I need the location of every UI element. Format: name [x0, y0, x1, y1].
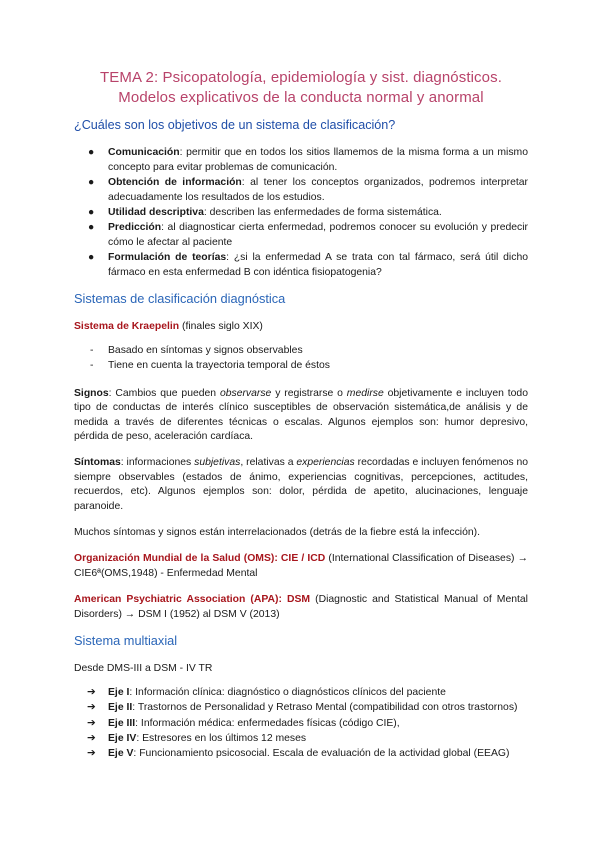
multiaxial-intro: Desde DMS-III a DSM - IV TR [74, 663, 213, 675]
objective-text: : al diagnosticar cierta enfermedad, podremos conocer su evolución y predecir cómo le afectar al paciente [108, 222, 528, 248]
axes-list [74, 686, 528, 762]
section-heading-multiaxial: Sistema multiaxial [74, 632, 178, 648]
kraepelin-label: Sistema de Kraepelin [74, 321, 180, 333]
objective-text: : permitir que en todos los sitios llamemos de la misma forma a un mismo concepto para evitar problemas de comunicación. [108, 147, 528, 173]
list-item: ➔ Eje III: Información médica: enfermedades físicas (código CIE), [74, 717, 528, 731]
list-item [74, 251, 528, 280]
bullet-icon: ● [88, 147, 95, 159]
kraepelin-line [74, 320, 528, 334]
kraepelin-list [74, 344, 528, 374]
objective-term: Formulación de teorías [108, 252, 227, 264]
apa-paragraph: American Psychiatric Association (APA): DSM (Diagnostic and Statistical Manual of Mental Disorders) → DSM I (1952) al DSM V (2013) [74, 594, 528, 620]
sintomas-paragraph: Síntomas: informaciones subjetivas, relativas a experiencias recordadas e incluyen fenómenos no siempre observables (estados de ánimo, experiencias cognitivas, percepciones, actitudes, recuerdos, etc). Algunos ejemplos son: dolor, pérdida de apetito, alucinaciones, lenguaje paranoide. [74, 457, 529, 512]
list-item: ➔ Eje II: Trastornos de Personalidad y Retraso Mental (compatibilidad con otros trastornos) [74, 701, 528, 715]
interrelated-paragraph: Muchos síntomas y signos están interrelacionados (detrás de la fiebre está la infección). [74, 526, 481, 538]
title-line-1: TEMA 2: Psicopatología, epidemiología y sist. diagnósticos. [100, 69, 502, 86]
dash-icon: - [90, 344, 94, 356]
bullet-icon: ● [88, 222, 95, 234]
arrow-icon: ➔ [87, 748, 96, 760]
list-item [74, 206, 528, 220]
bullet-icon: ● [88, 207, 95, 219]
arrow-icon: ➔ [87, 717, 96, 729]
list-item: ➔ Eje IV: Estresores en los últimos 12 meses [74, 732, 528, 746]
objective-term: Comunicación [108, 147, 180, 159]
arrow-icon: ➔ [87, 702, 96, 714]
objective-term: Utilidad descriptiva [108, 207, 204, 219]
objectives-list [74, 146, 528, 280]
list-item [74, 221, 528, 250]
list-item: - Tiene en cuenta la trayectoria temporal de éstos [74, 359, 528, 373]
kraepelin-note: (finales siglo XIX) [179, 321, 263, 333]
title-line-2: Modelos explicativos de la conducta normal y anormal [118, 89, 484, 106]
bullet-icon: ● [88, 177, 95, 189]
dash-icon: - [90, 360, 94, 372]
document-page [74, 68, 528, 763]
list-item: - Basado en síntomas y signos observables [74, 344, 528, 358]
signos-paragraph: Signos: Cambios que pueden observarse y registrarse o medirse objetivamente e incluyen todo tipo de conductas de interés clínico susceptibles de observación sistemática,de análisis y de medida a través de diferentes técnicas o escalas. Algunos ejemplos son: humor depresivo, pérdida de peso, aceleración cardíaca. [74, 387, 528, 442]
list-item: ➔ Eje V: Funcionamiento psicosocial. Escala de evaluación de la actividad global (EEAG) [74, 747, 528, 761]
objective-term: Predicción [108, 222, 162, 234]
objective-text: : ¿si la enfermedad A se trata con tal fármaco, será útil dicho fármaco en esta enfermedad B con idéntica fisiopatogenia? [108, 252, 528, 278]
list-item [74, 176, 528, 205]
arrow-icon: ➔ [87, 686, 96, 698]
objectives-question-heading: ¿Cuáles son los objetivos de un sistema de clasificación? [74, 118, 396, 132]
oms-paragraph: Organización Mundial de la Salud (OMS): CIE / ICD (International Classification of Diseases) → CIE6ª(OMS,1948) - Enfermedad Mental [74, 553, 528, 579]
list-item [74, 146, 528, 175]
objective-term: Obtención de información [108, 177, 242, 189]
objective-text: : al tener los conceptos organizados, podremos interpretar adecuadamente los resultados de los estudios. [108, 177, 528, 203]
objective-text: : describen las enfermedades de forma sistemática. [203, 207, 442, 219]
bullet-icon: ● [88, 252, 95, 264]
document-title [74, 68, 528, 108]
list-item: ➔ Eje I: Información clínica: diagnóstico o diagnósticos clínicos del paciente [74, 686, 528, 700]
section-heading-classification: Sistemas de clasificación diagnóstica [74, 291, 286, 307]
arrow-icon: ➔ [87, 733, 96, 744]
